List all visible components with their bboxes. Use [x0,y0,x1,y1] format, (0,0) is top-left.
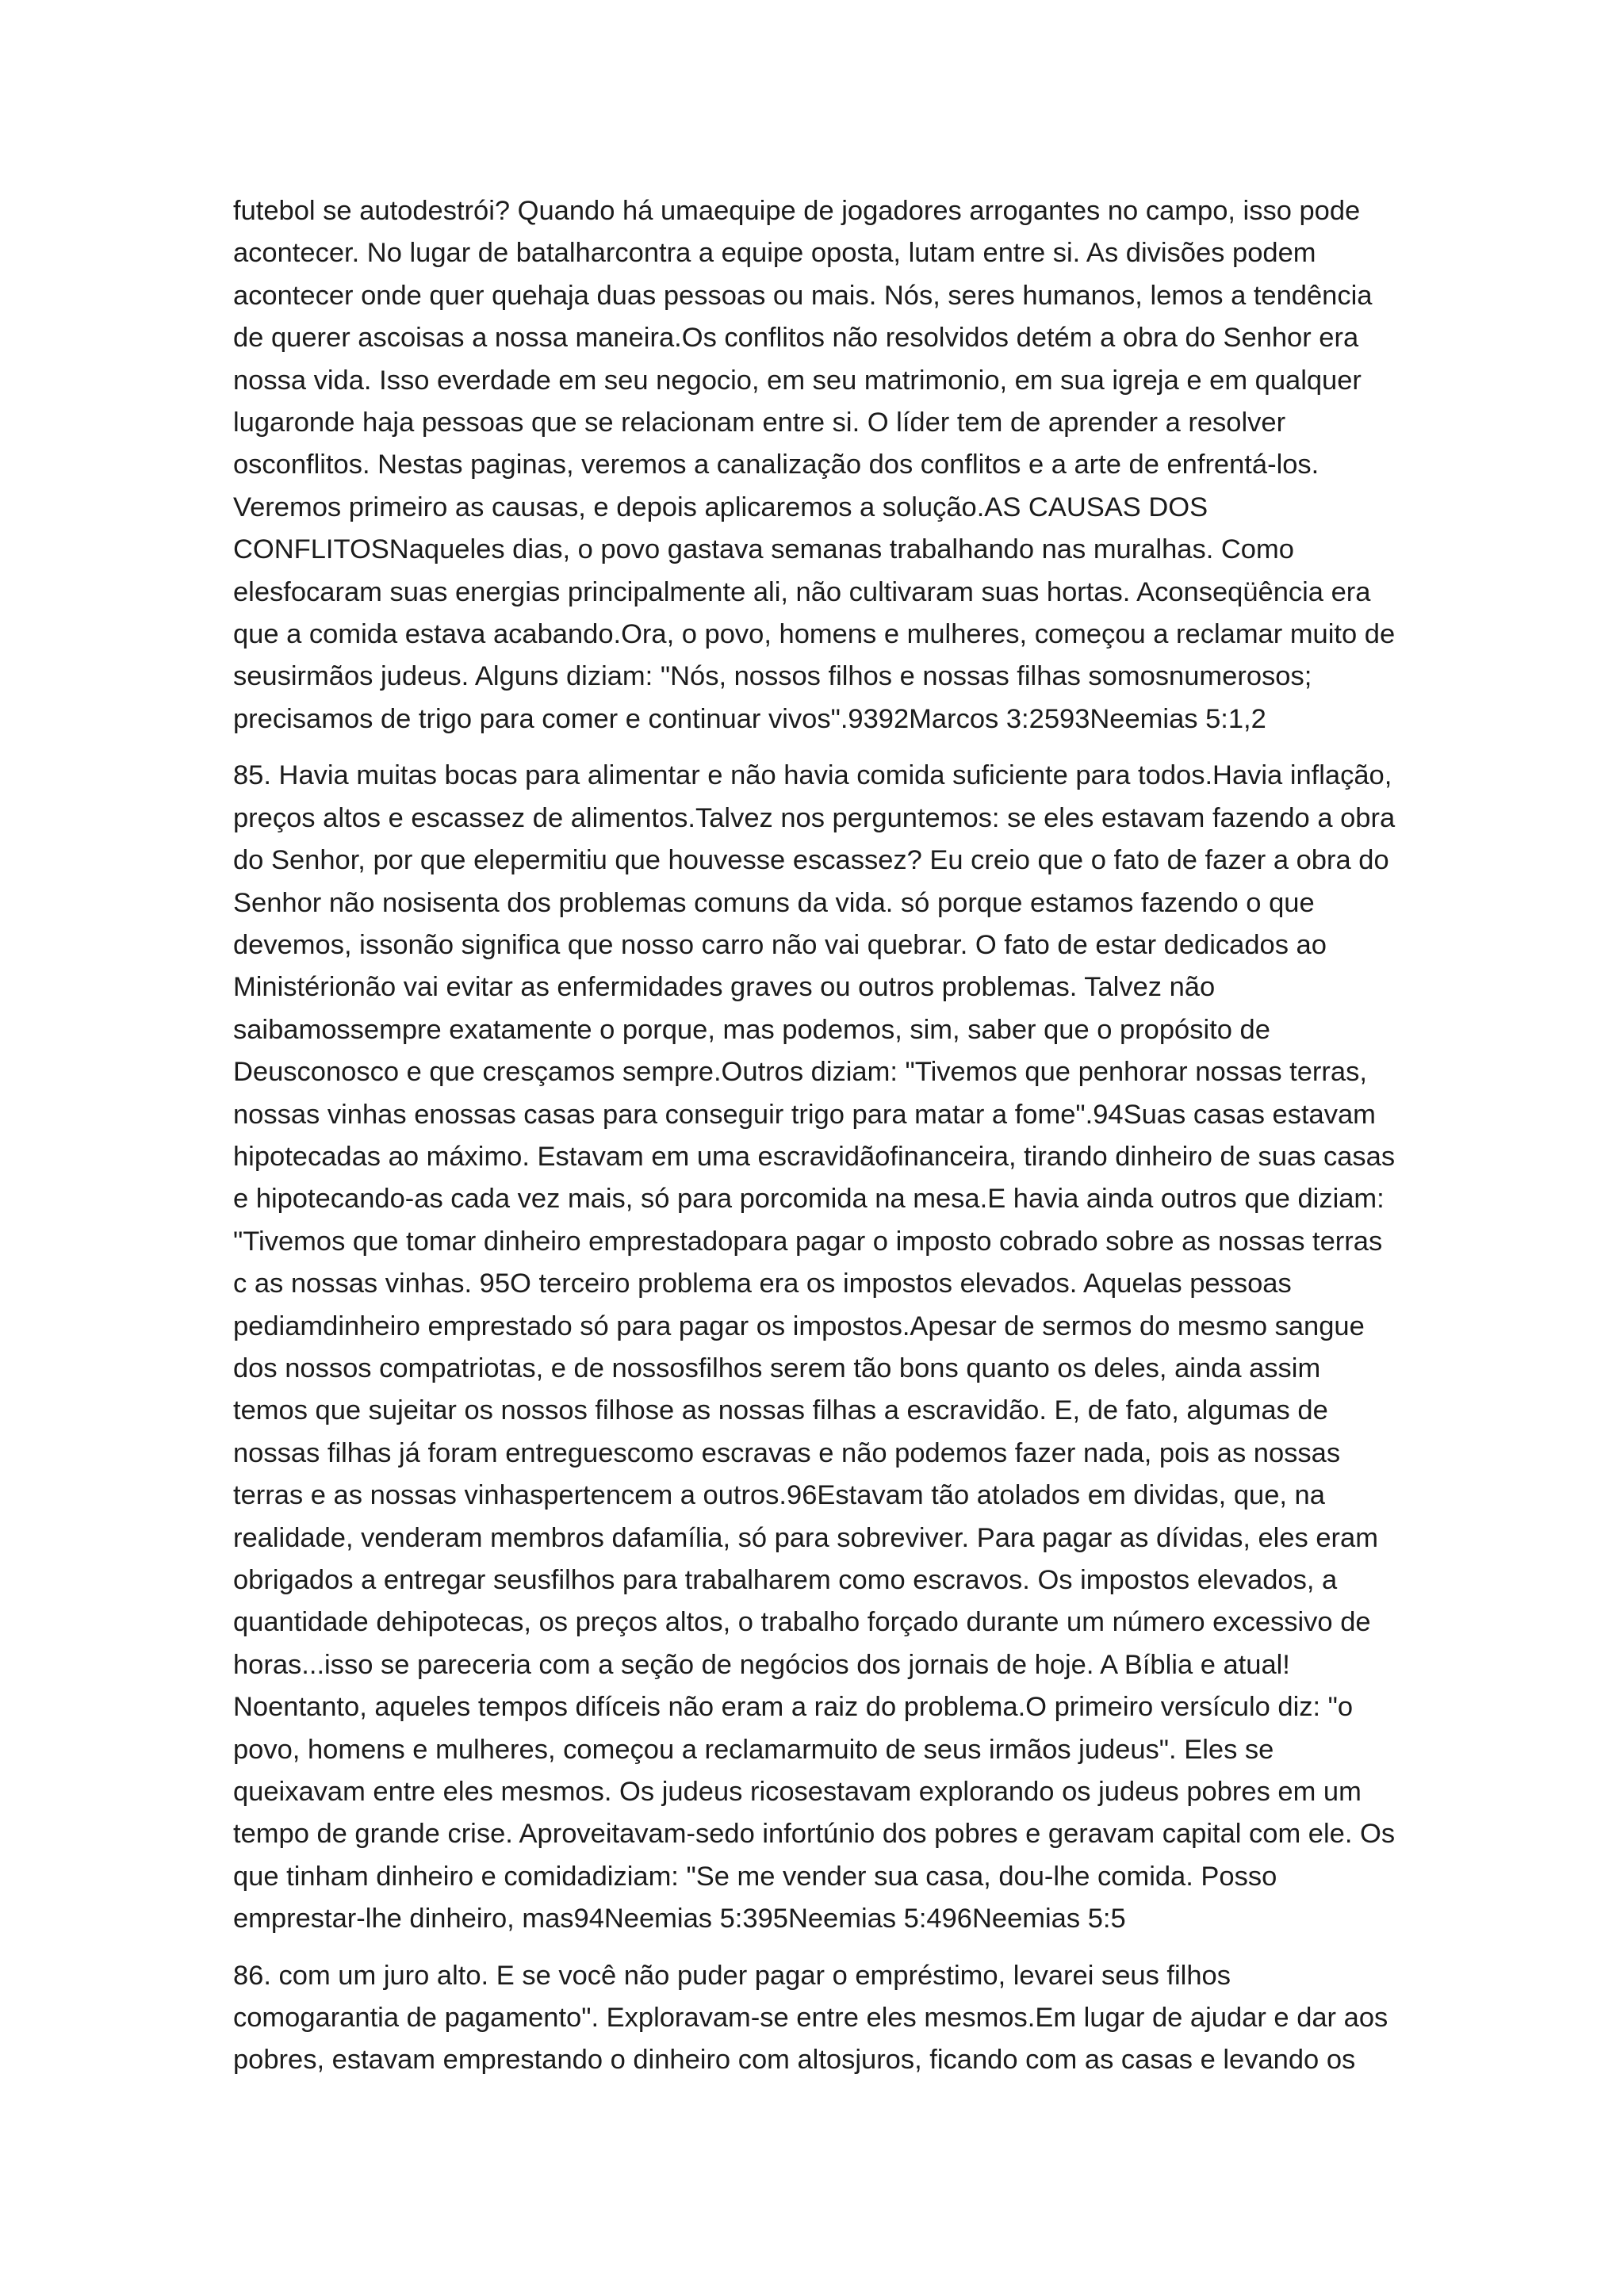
body-text [233,190,1399,2096]
paragraph-2: 85. Havia muitas bocas para alimentar e não havia comida suficiente para todos.Havia inflação, preços altos e escassez de alimentos.Talvez nos perguntemos: se eles estavam fazendo a obra do Senhor, por que elepermitiu que houvesse escassez? Eu creio que o fato de fazer a obra do Senhor não nosisenta dos problemas comuns da vida. só porque estamos fazendo o que devemos, issonão significa que nosso carro não vai quebrar. O fato de estar dedicados ao Ministérionão vai evitar as enfermidades graves ou outros problemas. Talvez não saibamossempre exatamente o porque, mas podemos, sim, saber que o propósito de Deusconosco e que cresçamos sempre.Outros diziam: "Tivemos que penhorar nossas terras, nossas vinhas enossas casas para conseguir trigo para matar a fome".94Suas casas estavam hipotecadas ao máximo. Estavam em uma escravidãofinanceira, tirando dinheiro de suas casas e hipotecando-as cada vez mais, só para porcomida na mesa.E havia ainda outros que diziam: "Tivemos que tomar dinheiro emprestadopara pagar o imposto cobrado sobre as nossas terras c as nossas vinhas. 95O terceiro problema era os impostos elevados. Aquelas pessoas pediamdinheiro emprestado só para pagar os impostos.Apesar de sermos do mesmo sangue dos nossos compatriotas, e de nossosfilhos serem tão bons quanto os deles, ainda assim temos que sujeitar os nossos filhose as nossas filhas a escravidão. E, de fato, algumas de nossas filhas já foram entreguescomo escravas e não podemos fazer nada, pois as nossas terras e as nossas vinhaspertencem a outros.96Estavam tão atolados em dividas, que, na realidade, venderam membros dafamília, só para sobreviver. Para pagar as dívidas, eles eram obrigados a entregar seusfilhos para trabalharem como escravos. Os impostos elevados, a quantidade dehipotecas, os preços altos, o trabalho forçado durante um número excessivo de horas...isso se pareceria com a seção de negócios dos jornais de hoje. A Bíblia e atual! Noentanto, aqueles tempos difíceis não eram a raiz do problema.O primeiro versículo diz: "o povo, homens e mulheres, começou a reclamarmuito de seus irmãos judeus". Eles se queixavam entre eles mesmos. Os judeus ricosestavam explorando os judeus pobres em um tempo de grande crise. Aproveitavam-sedo infortúnio dos pobres e geravam capital com ele. Os que tinham dinheiro e comidadiziam: "Se me vender sua casa, dou-lhe comida. Posso emprestar-lhe dinheiro, mas94Neemias 5:395Neemias 5:496Neemias 5:5 [233,760,1396,1934]
paragraph-3: 86. com um juro alto. E se você não puder pagar o empréstimo, levarei seus filhos comogarantia de pagamento". Exploravam-se entre eles mesmos.Em lugar de ajudar e dar aos pobres, estavam emprestando o dinheiro com altosjuros, ficando com as casas e levando os [233,1960,1388,2076]
paragraph-1: futebol se autodestrói? Quando há umaequipe de jogadores arrogantes no campo, isso pode acontecer. No lugar de batalharcontra a equipe oposta, lutam entre si. As divisões podem acontecer onde quer quehaja duas pessoas ou mais. Nós, seres humanos, lemos a tendência de querer ascoisas a nossa maneira.Os conflitos não resolvidos detém a obra do Senhor era nossa vida. Isso everdade em seu negocio, em seu matrimonio, em sua igreja e em qualquer lugaronde haja pessoas que se relacionam entre si. O líder tem de aprender a resolver osconflitos. Nestas paginas, veremos a canalização dos conflitos e a arte de enfrentá-los. Veremos primeiro as causas, e depois aplicaremos a solução.AS CAUSAS DOS CONFLITOSNaqueles dias, o povo gastava semanas trabalhando nas muralhas. Como elesfocaram suas energias principalmente ali, não cultivaram suas hortas. Aconseqüência era que a comida estava acabando.Ora, o povo, homens e mulheres, começou a reclamar muito de seusirmãos judeus. Alguns diziam: "Nós, nossos filhos e nossas filhas somosnumerosos; precisamos de trigo para comer e continuar vivos".9392Marcos 3:2593Neemias 5:1,2 [233,196,1396,734]
